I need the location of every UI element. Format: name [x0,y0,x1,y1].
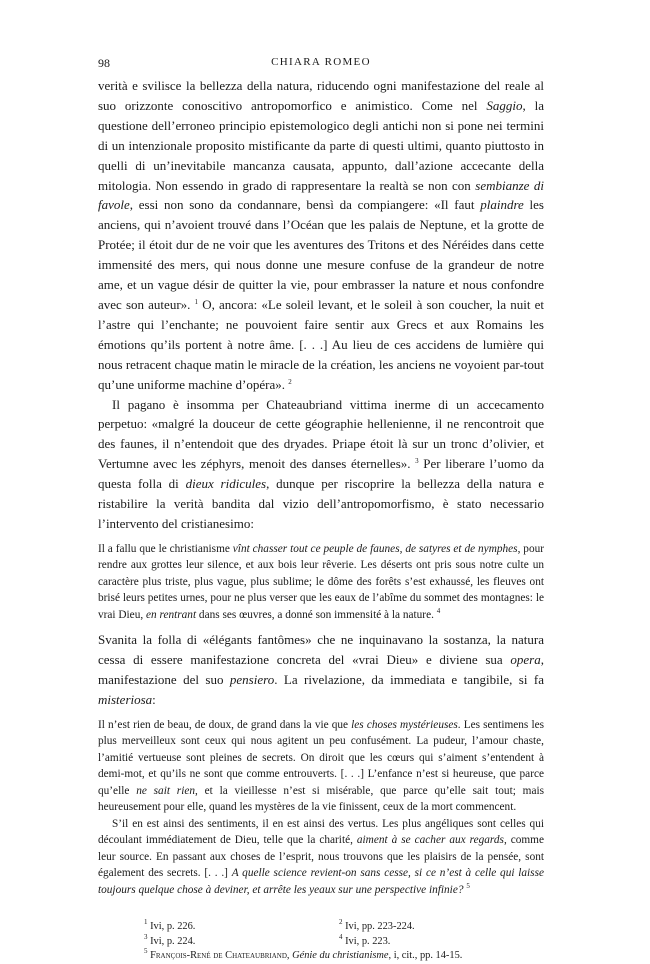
footnote-2: $^2$ Ivi, pp. 223-224. [339,918,415,933]
paragraph-2: Il pagano è insomma per Chateaubriand vittima inerme di un accecamento perpetuo: «malgré la douceur de cette géographie hellenienne, il ne rencontroit que des faunes, il n’entendoit que des dryades. Priape étoit là sur un tronc d’olivier, et Vertumne avec les zéphyrs, menoit des danses éternelles». $^3$ Per liberare l’uomo da questa folla di dieux ridicules, dunque per riscoprire la bellezza della natura e ristabilire la verità bandita dal vizio dell’antropomorfismo, è stato necessario l’intervento del cristianesimo: [98,396,544,531]
running-head [98,56,544,76]
footnote-ref: 1 [194,297,199,306]
running-title: CHIARA ROMEO [271,56,371,68]
footnote-ref: 5 [466,881,470,890]
block-quote-1-text: Il a fallu que le christianisme vînt chasser tout ce peuple de faunes, de satyres et de nymphes, pour rendre aux grottes leur silence, et aux bois leur rêverie. Les déserts ont pris sous notre culte un caractère plus triste, plus vague, plus sublime; le dôme des forêts s’est exhaussé, les fleuves ont brisé leurs petites urnes, pour ne plus verser que les eaux de l’abîme du sommet des montagnes: le vrai Dieu, en rentrant dans ses œuvres, a donné son immensité à la nature. $^4$ [98,542,545,621]
page-number: 98 [98,56,110,70]
footnote-5: $^5$ François-René de Chateaubriand, Génie du christianisme, i, cit., pp. 14-15. [144,947,463,962]
footnote-5-title: Génie du christianisme [292,950,389,962]
footnote-ref: 4 [436,606,441,615]
footnote-1: $^1$ Ivi, p. 226. [144,918,196,933]
paragraph-1: verità e svilisce la bellezza della natura, riducendo ogni manifestazione del reale al suo orizzonte conoscitivo antropomorfico e animistico. Come nel Saggio, la questione dell’erroneo principio epistemologico degli antichi non si pone nei termini di un intenzionale proposito mistificante da parte di questi ultimi, quanto piuttosto in quelli di un’inevitabile mancanza causata, appunto, dall’azione accecante della mitologia. Non essendo in grado di rappresentare la realtà se non con sembianze di favole, essi non sono da condannare, bensì da compiangere: «Il faut plaindre les anciens, qui n’avoient trouvé dans l’Océan que les palais de Neptune, et la grotte de Protée; il étoit dur de ne voir que les aventures des Tritons et des Néréides dans cette immensité des mers, qui nous donne une mesure confuse de la grandeur de notre ame, et un vague désir de quitter la vie, pour embrasser la nature et nous confondre avec son auteur». $^1$ O, ancora: «Le soleil levant, et le soleil à son coucher, la nuit et l’astre qui l’enchante; ne pouvoient faire sentir aux Grecs et aux Romains les émotions qu’ils portent à notre âme. [. . .] Au lieu de ces accidens de lumière qui nous retracent chaque matin le miracle de la création, les anciens ne voyoient par-tout qu’une uniforme machine d’opéra». $^2$ [98,78,544,392]
footnote-5-author: François-René de Chateaubriand [150,950,287,962]
footnote-4: $^4$ Ivi, p. 223. [339,932,391,947]
block-quote-2-para-1: Il n’est rien de beau, de doux, de grand dans la vie que les choses mystérieuses. Les sentimens les plus merveilleux sont ceux qui nous agitent un peu confusément. La pudeur, l’amour chaste, l’amitié vertueuse sont pleines de secrets. On diroit que les cœurs qui s’aiment s’entendent à demi-mot, et qu’ils ne sont que comme entrouverts. [. . .] L’enfance n’est si heureuse, que parce qu’elle ne sait rien, et la vieillesse n’est si misérable, que parce qu’elle sait tout; mais heureusement pour elle, quand les mystères de la vie finissent, ceux de la mort commencent. [98,718,544,814]
footnotes [98,920,534,963]
footnote-3: $^3$ Ivi, p. 224. [144,932,196,947]
footnote-ref: 3 [415,457,419,466]
footnote-ref: 2 [288,377,292,386]
block-quote-1 [98,541,544,624]
footnote-row [144,932,534,949]
block-quote-2-para-2: S’il en est ainsi des sentiments, il en est ainsi des vertus. Les plus angéliques sont celles qui découlant immédiatement de Dieu, telle que la charité, aiment à se cacher aux regards, comme leur source. En passant aux choses de l’esprit, nous trouvons que les plaisirs de la pensée, sont également des secrets. [. . .] A quelle science revient-on sans cesse, si ce n’est à celle qui laisse toujours quelque chose à deviner, et arrête les yeaux sur une perspective infinie? $^5$ [98,817,544,896]
block-quote-2 [98,717,544,899]
page [98,56,544,964]
paragraph-3: Svanita la folla di «élégants fantômes» che ne inquinavano la sostanza, la natura cessa di essere manifestazione concreta del «vrai Dieu» e diviene sua opera, manifestazione del suo pensiero. La rivelazione, da immediata e tangibile, si fa misteriosa: [98,632,544,708]
